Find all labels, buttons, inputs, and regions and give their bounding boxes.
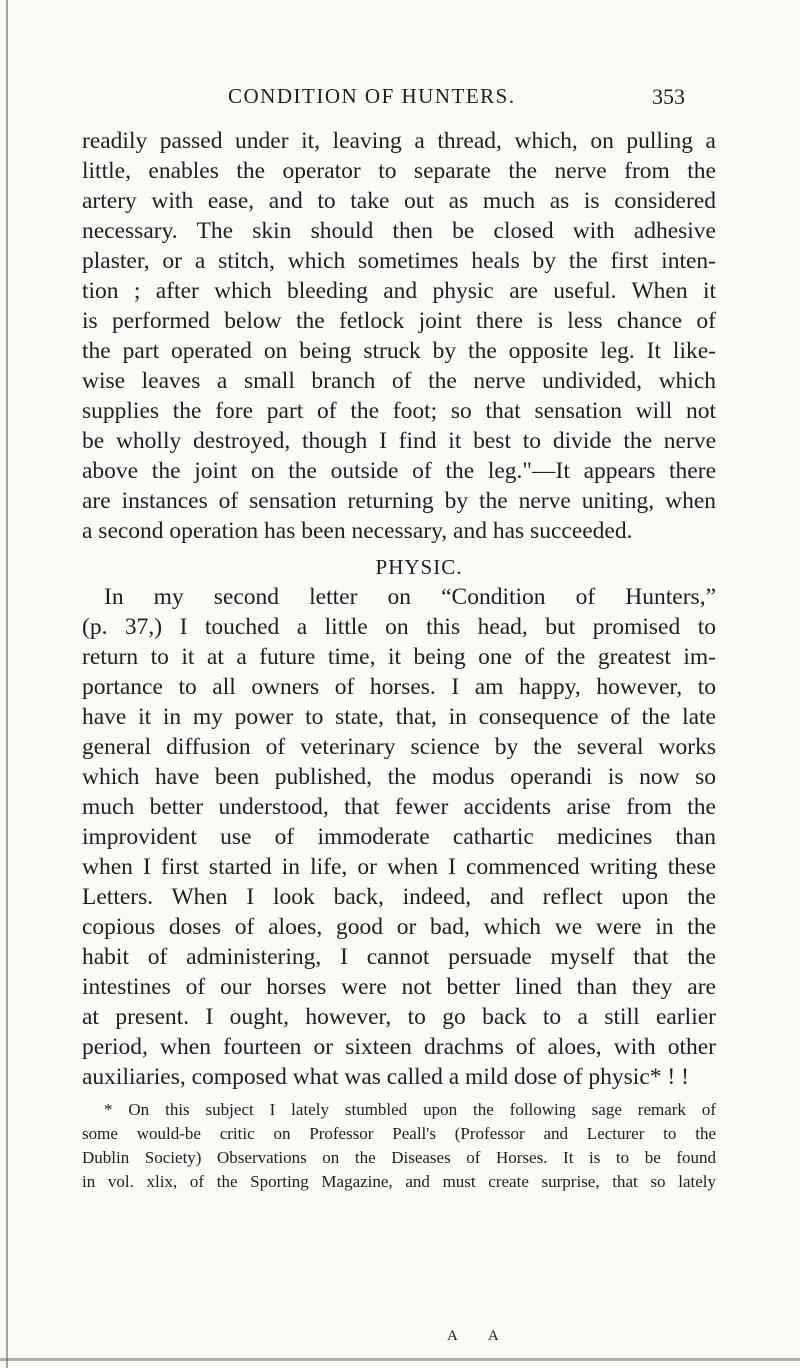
text-line: improvident use of immoderate cathartic medicines than [82,824,716,850]
text-line: period, when fourteen or sixteen drachms of aloes, with other [82,1034,716,1060]
signature-mark: A A [447,1328,513,1344]
section-heading: PHYSIC. [375,555,463,579]
text-line: portance to all owners of horses. I am happy, however, to [82,674,716,700]
footnote-line: some would-be critic on Professor Peall's (Professor and Lecturer to the [82,1124,716,1143]
page-edge-left [6,0,8,1368]
text-line: a second operation has been necessary, and has succeeded. [82,518,633,544]
text-line: much better understood, that fewer accidents arise from the [82,794,716,820]
page-number: 353 [652,84,685,109]
text-line: above the joint on the outside of the leg."—It appears there [82,458,716,484]
text-line: auxiliaries, composed what was called a mild dose of physic* ! ! [82,1064,689,1090]
text-line: tion ; after which bleeding and physic are useful. When it [82,278,716,304]
text-line: wise leaves a small branch of the nerve undivided, which [82,368,716,394]
text-line: Letters. When I look back, indeed, and reflect upon the [82,884,716,910]
text-line: when I first started in life, or when I commenced writing these [82,854,716,880]
text-line: have it in my power to state, that, in consequence of the late [82,704,716,730]
text-line: the part operated on being struck by the opposite leg. It like- [82,338,716,364]
text-line: copious doses of aloes, good or bad, which we were in the [82,914,716,940]
page-edge-bottom [0,1358,800,1361]
text-line: supplies the fore part of the foot; so that sensation will not [82,398,716,424]
text-line: intestines of our horses were not better lined than they are [82,974,716,1000]
text-line: is performed below the fetlock joint there is less chance of [82,308,716,334]
text-line: artery with ease, and to take out as much as is considered [82,188,716,214]
body-text [82,126,716,1194]
text-line: little, enables the operator to separate the nerve from the [82,158,716,184]
text-line: necessary. The skin should then be closed with adhesive [82,218,716,244]
footnote-line: in vol. xlix, of the Sporting Magazine, and must create surprise, that so lately [82,1172,716,1191]
footnote-line: * On this subject I lately stumbled upon the following sage remark of [104,1100,716,1119]
text-line: general diffusion of veterinary science by the several works [82,734,716,760]
text-line: readily passed under it, leaving a thread, which, on pulling a [82,128,716,154]
text-line: plaster, or a stitch, which sometimes heals by the first inten- [82,248,716,274]
text-line: be wholly destroyed, though I find it best to divide the nerve [82,428,716,454]
running-head [0,70,800,120]
text-line: are instances of sensation returning by the nerve uniting, when [82,488,716,514]
footnote-line: Dublin Society) Observations on the Diseases of Horses. It is to be found [82,1148,716,1167]
running-head-title: CONDITION OF HUNTERS. [228,84,516,108]
text-line: return to it at a future time, it being one of the greatest im- [82,644,716,670]
text-line: In my second letter on “Condition of Hunters,” [104,584,716,610]
text-line: habit of administering, I cannot persuade myself that the [82,944,716,970]
text-line: (p. 37,) I touched a little on this head, but promised to [82,614,716,640]
text-line: which have been published, the modus operandi is now so [82,764,716,790]
text-line: at present. I ought, however, to go back to a still earlier [82,1004,716,1030]
